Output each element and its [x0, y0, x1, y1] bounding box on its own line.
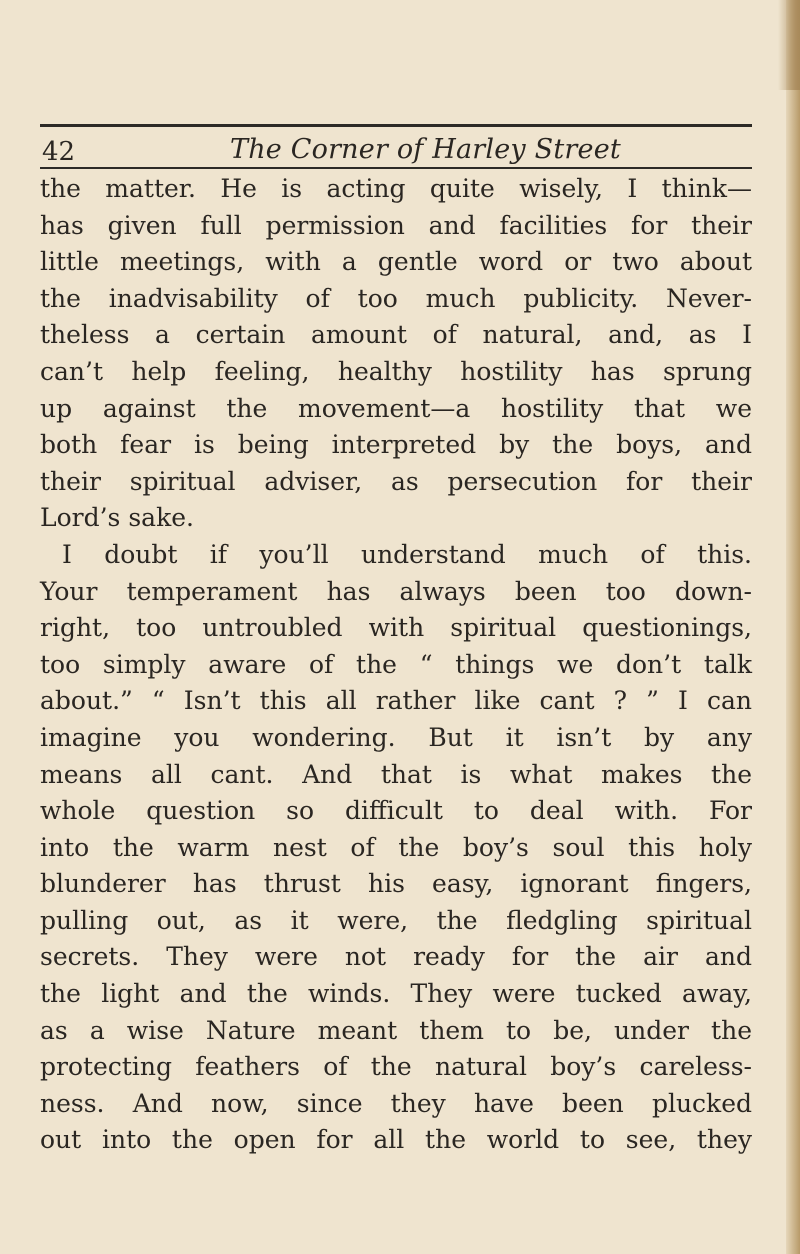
- text-line: whole question so difficult to deal with. For: [40, 796, 752, 826]
- page-number: 42: [42, 137, 76, 167]
- text-line: ness. And now, since they have been plucked: [40, 1088, 752, 1118]
- text-line: too simply aware of the “ things we don’t talk: [40, 649, 752, 679]
- text-line: as a wise Nature meant them to be, under the: [40, 1015, 752, 1045]
- text-line: can’t help feeling, healthy hostility has sprung: [40, 356, 752, 386]
- text-line: secrets. They were not ready for the air and: [40, 942, 752, 972]
- running-header: [40, 124, 752, 170]
- text-line: little meetings, with a gentle word or two about: [40, 247, 752, 277]
- text-line: the inadvisability of too much publicity. Never-: [40, 283, 752, 313]
- text-line: right, too untroubled with spiritual questionings,: [40, 613, 752, 643]
- page-edge-stain: [778, 0, 800, 90]
- text-line: has given full permission and facilities for their: [40, 210, 752, 240]
- text-line: their spiritual adviser, as persecution for their: [40, 466, 752, 496]
- text-line: the light and the winds. They were tucked away,: [40, 979, 752, 1009]
- header-rule-top: [40, 124, 752, 127]
- page-edge-shadow: [786, 0, 800, 1254]
- text-line: up against the movement—a hostility that we: [40, 393, 752, 423]
- text-line: means all cant. And that is what makes the: [40, 759, 752, 789]
- text-line: both fear is being interpreted by the boys, and: [40, 430, 752, 460]
- text-line: I doubt if you’ll understand much of this.: [62, 539, 752, 569]
- text-line: theless a certain amount of natural, and, as I: [40, 320, 752, 350]
- header-rule-bottom: [40, 167, 752, 169]
- text-line: the matter. He is acting quite wisely, I think—: [40, 174, 752, 203]
- text-line: about.” “ Isn’t this all rather like cant ? ” I can: [40, 686, 752, 716]
- text-line: Lord’s sake.: [40, 503, 194, 533]
- text-line: imagine you wondering. But it isn’t by any: [40, 722, 752, 752]
- text-line: out into the open for all the world to see, they: [40, 1125, 752, 1155]
- text-line: blunderer has thrust his easy, ignorant fingers,: [40, 869, 752, 899]
- running-title: The Corner of Harley Street: [230, 134, 621, 165]
- body-text: [40, 171, 752, 1159]
- text-line: pulling out, as it were, the fledgling spiritual: [40, 905, 752, 935]
- text-line: into the warm nest of the boy’s soul this holy: [40, 832, 752, 862]
- text-line: protecting feathers of the natural boy’s careless-: [40, 1052, 752, 1082]
- text-line: Your temperament has always been too down-: [40, 576, 752, 606]
